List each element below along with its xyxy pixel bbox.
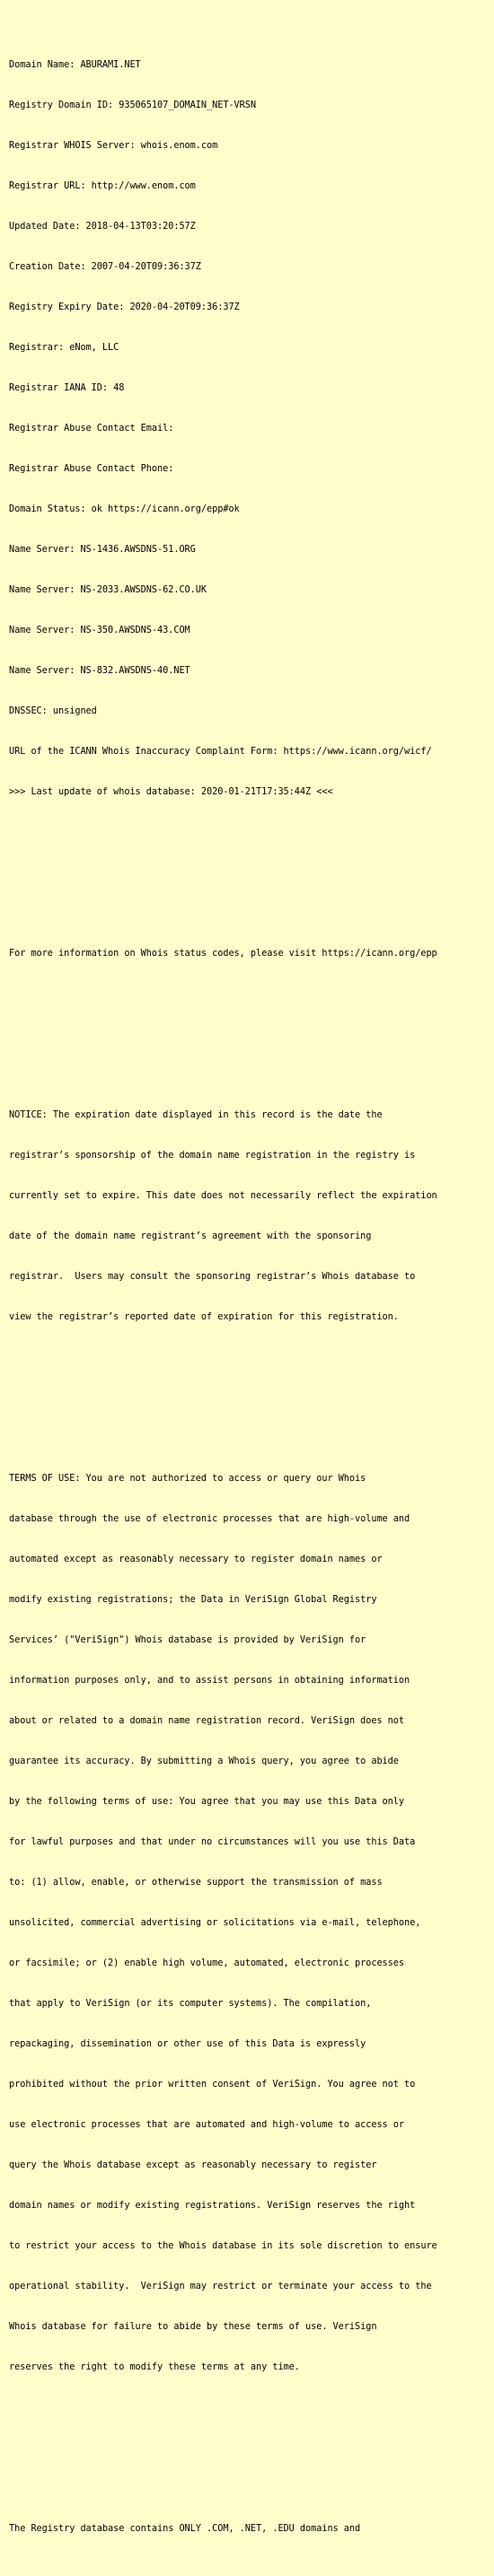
terms-line: reserves the right to modify these terms at any time. <box>9 2361 300 2372</box>
terms-line: about or related to a domain name registration record. VeriSign does not <box>9 1715 404 1726</box>
terms-line: Whois database for failure to abide by these terms of use. VeriSign <box>9 2321 377 2332</box>
field-registry-expiry-date: Registry Expiry Date: 2020-04-20T09:36:37Z <box>9 302 240 312</box>
field-registry-domain-id: Registry Domain ID: 935065107_DOMAIN_NET-VRSN <box>9 100 256 110</box>
field-domain-name: Domain Name: ABURAMI.NET <box>9 59 141 70</box>
registry-note <box>9 2495 490 2563</box>
terms-line: modify existing registrations; the Data in VeriSign Global Registry <box>9 1594 377 1605</box>
terms-line: database through the use of electronic processes that are high-volume and <box>9 1513 410 1524</box>
field-creation-date: Creation Date: 2007-04-20T09:36:37Z <box>9 261 201 272</box>
field-domain-status: Domain Status: ok https://icann.org/epp#ok <box>9 504 240 514</box>
terms-line: domain names or modify existing registrations. VeriSign reserves the right <box>9 2200 416 2211</box>
notice-line: currently set to expire. This date does not necessarily reflect the expiration <box>9 1190 437 1201</box>
field-name-server: Name Server: NS-350.AWSDNS-43.COM <box>9 625 190 635</box>
terms-line: TERMS OF USE: You are not authorized to access or query our Whois <box>9 1473 366 1484</box>
terms-line: prohibited without the prior written consent of VeriSign. You agree not to <box>9 2079 416 2090</box>
field-registrar-url: Registrar URL: http://www.enom.com <box>9 180 196 191</box>
status-info <box>9 920 490 987</box>
terms-line: that apply to VeriSign (or its computer systems). The compilation, <box>9 1998 372 2009</box>
terms-line: operational stability. VeriSign may restrict or terminate your access to the <box>9 2281 432 2291</box>
field-last-update: >>> Last update of whois database: 2020-01-21T17:35:44Z <<< <box>9 786 333 797</box>
terms-line: query the Whois database except as reasonably necessary to register <box>9 2160 377 2170</box>
status-info-line: For more information on Whois status codes, please visit https://icann.org/epp <box>9 948 437 959</box>
terms-line: use electronic processes that are automated and high-volume to access or <box>9 2119 404 2130</box>
terms-line: to restrict your access to the Whois database in its sole discretion to ensure <box>9 2240 437 2251</box>
field-abuse-contact-phone: Registrar Abuse Contact Phone: <box>9 463 174 474</box>
field-dnssec: DNSSEC: unsigned <box>9 705 97 716</box>
notice-paragraph <box>9 1082 490 1351</box>
blank-line <box>9 1028 490 1041</box>
field-updated-date: Updated Date: 2018-04-13T03:20:57Z <box>9 221 196 232</box>
terms-of-use-paragraph <box>9 1445 490 2401</box>
terms-line: for lawful purposes and that under no circumstances will you use this Data <box>9 1836 416 1847</box>
blank-line <box>9 2441 490 2455</box>
terms-line: repackaging, dissemination or other use of this Data is expressly <box>9 2038 366 2049</box>
field-name-server: Name Server: NS-832.AWSDNS-40.NET <box>9 665 190 676</box>
terms-line: Services’ ("VeriSign") Whois database is provided by VeriSign for <box>9 1634 366 1645</box>
field-icann-complaint-url: URL of the ICANN Whois Inaccuracy Complaint Form: https://www.icann.org/wicf/ <box>9 746 432 757</box>
notice-line: view the registrar’s reported date of expiration for this registration. <box>9 1311 399 1322</box>
field-registrar-iana-id: Registrar IANA ID: 48 <box>9 382 125 393</box>
terms-line: guarantee its accuracy. By submitting a Whois query, you agree to abide <box>9 1756 399 1766</box>
record-fields <box>9 31 490 826</box>
notice-line: registrar. Users may consult the sponsoring registrar’s Whois database to <box>9 1271 416 1282</box>
notice-line: date of the domain name registrant’s agreement with the sponsoring <box>9 1231 372 1241</box>
registry-note-line: The Registry database contains ONLY .COM, .NET, .EDU domains and <box>9 2523 361 2534</box>
blank-line <box>9 1391 490 1405</box>
terms-line: unsolicited, commercial advertising or solicitations via e-mail, telephone, <box>9 1917 421 1928</box>
terms-line: or facsimile; or (2) enable high volume, automated, electronic processes <box>9 1958 404 1968</box>
terms-line: by the following terms of use: You agree that you may use this Data only <box>9 1796 404 1807</box>
terms-line: automated except as reasonably necessary to register domain names or <box>9 1554 383 1564</box>
terms-line: to: (1) allow, enable, or otherwise support the transmission of mass <box>9 1877 383 1888</box>
terms-line: information purposes only, and to assist persons in obtaining information <box>9 1675 410 1686</box>
field-registrar-whois-server: Registrar WHOIS Server: whois.enom.com <box>9 140 218 151</box>
field-registrar: Registrar: eNom, LLC <box>9 342 119 353</box>
field-abuse-contact-email: Registrar Abuse Contact Email: <box>9 423 174 434</box>
whois-record <box>9 4 490 2576</box>
field-name-server: Name Server: NS-1436.AWSDNS-51.ORG <box>9 544 196 555</box>
blank-line <box>9 866 490 880</box>
notice-line: registrar’s sponsorship of the domain name registration in the registry is <box>9 1150 416 1161</box>
notice-line: NOTICE: The expiration date displayed in this record is the date the <box>9 1109 383 1120</box>
field-name-server: Name Server: NS-2033.AWSDNS-62.CO.UK <box>9 584 207 595</box>
